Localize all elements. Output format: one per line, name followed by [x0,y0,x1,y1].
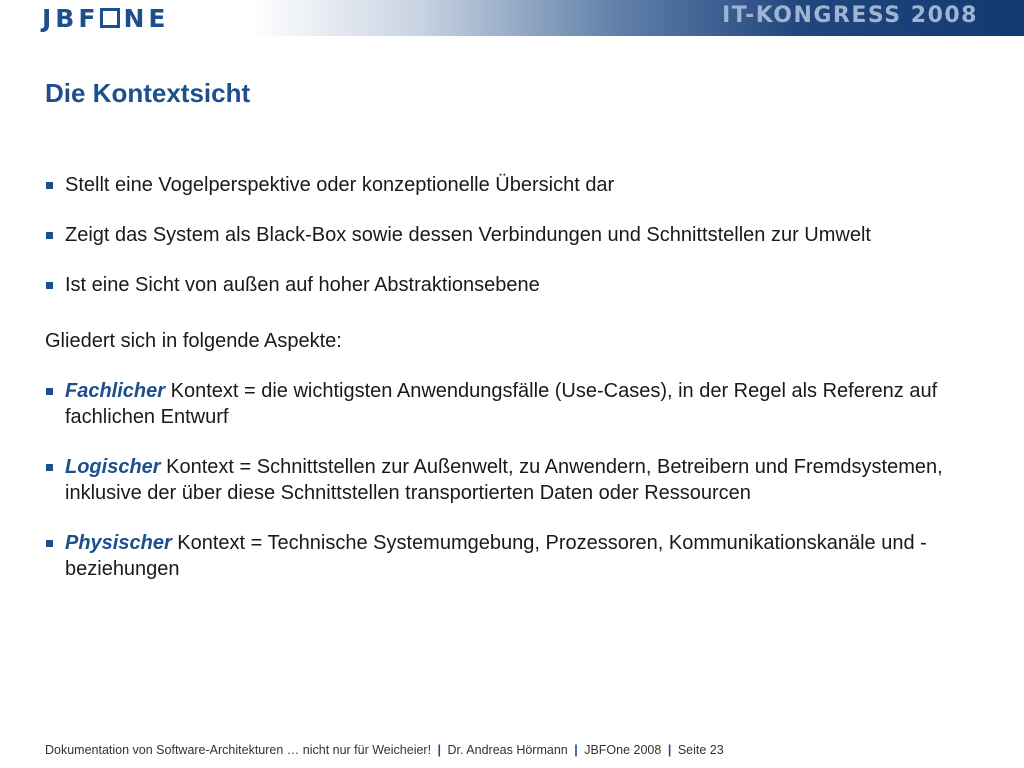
bullet-item [45,272,945,298]
bullet-text: Stellt eine Vogelperspektive oder konzeptionelle Übersicht dar [65,174,615,196]
aspect-term: Logischer [65,456,161,478]
bullet-square-icon [46,282,53,289]
footer-author: Dr. Andreas Hörmann [447,743,568,757]
bullet-square-icon [46,540,53,547]
logo-text-right: NE [123,3,170,33]
logo-text-left: JBF [42,3,100,33]
footer-event: JBFOne 2008 [584,743,662,757]
aspect-item [45,454,945,506]
aspect-term: Fachlicher [65,380,166,402]
bullet-square-icon [46,232,53,239]
bullet-text: Ist eine Sicht von außen auf hoher Abstraktionsebene [65,274,540,296]
aspect-term: Physischer [65,532,172,554]
event-title: IT-KONGRESS 2008 [722,3,978,28]
header-bar [0,0,1024,36]
slide-footer [45,743,724,757]
footer-page-number: Seite 23 [677,743,724,757]
footer-separator: | [574,743,578,757]
logo-o-box [100,8,120,28]
aspect-text: Kontext = Technische Systemumgebung, Prozessoren, Kommunikationskanäle und -beziehungen [65,532,927,580]
footer-separator: | [437,743,442,757]
aspects-intro: Gliedert sich in folgende Aspekte: [45,330,342,352]
bullet-item [45,222,945,248]
aspect-text: Kontext = Schnittstellen zur Außenwelt, zu Anwendern, Betreibern und Fremdsystemen, inklusive der über diese Schnittstellen transportierten Daten oder Ressourcen [65,456,943,504]
bullet-square-icon [46,464,53,471]
jbfone-logo [42,4,169,32]
aspect-item [45,378,945,430]
bullet-item [45,172,945,198]
footer-talk-title: Dokumentation von Software-Architekturen … nicht nur für Weicheier! [45,743,432,757]
slide-content [45,172,945,606]
bullet-square-icon [46,182,53,189]
footer-separator: | [667,743,672,757]
aspect-text: Kontext = die wichtigsten Anwendungsfälle (Use-Cases), in der Regel als Referenz auf fachlichen Entwurf [65,380,938,428]
aspect-item [45,530,945,582]
slide-title: Die Kontextsicht [45,78,251,108]
bullet-text: Zeigt das System als Black-Box sowie dessen Verbindungen und Schnittstellen zur Umwelt [65,224,871,246]
bullet-square-icon [46,388,53,395]
